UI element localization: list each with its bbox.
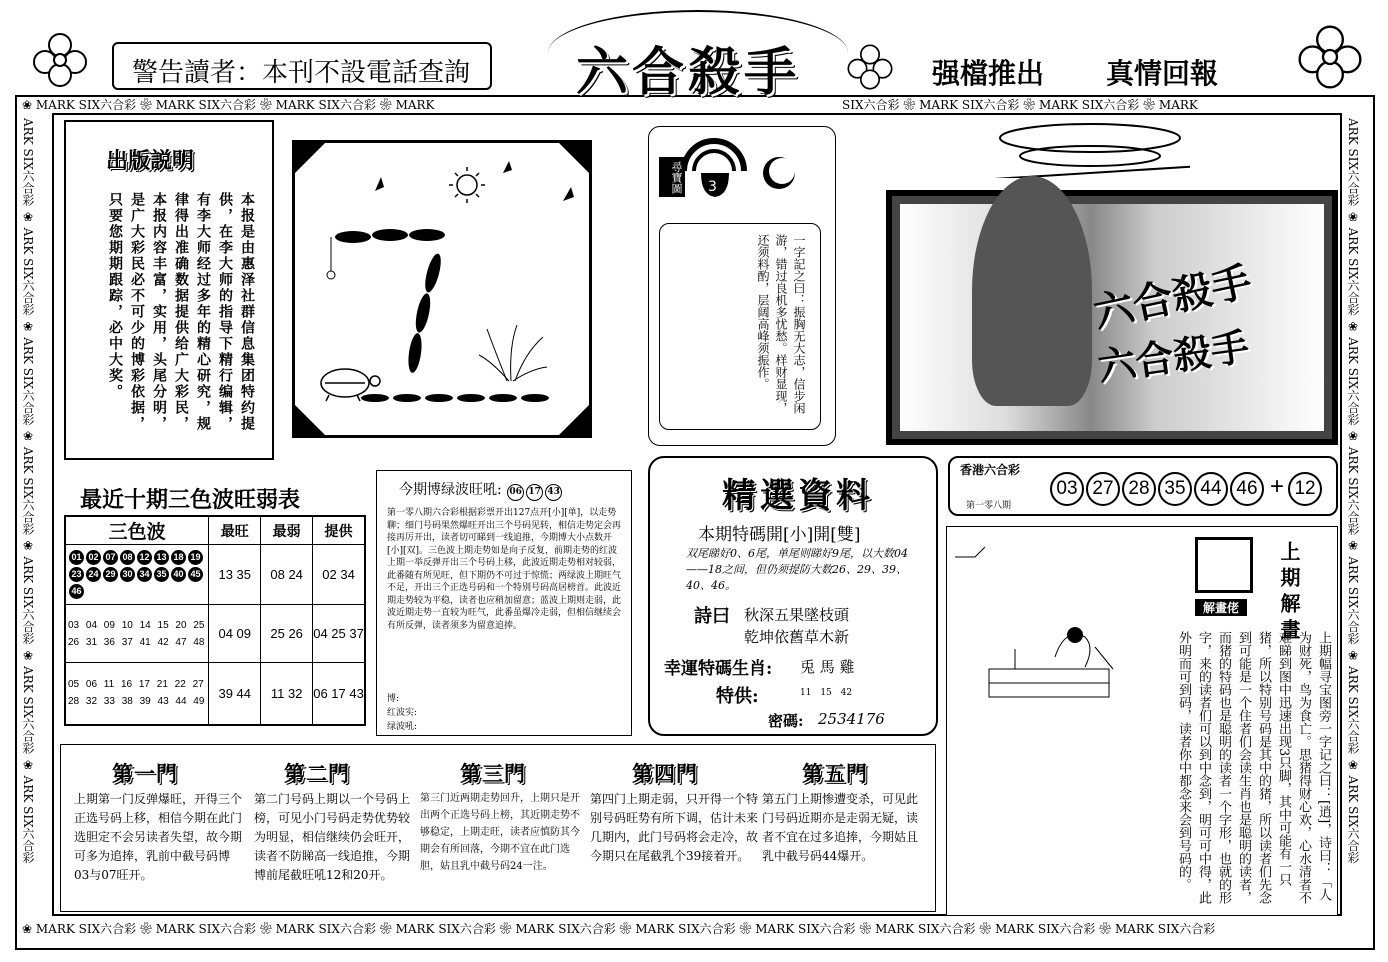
zodiac-label: 幸運特碼生肖: bbox=[664, 659, 773, 679]
special-label: 特供: bbox=[716, 686, 759, 707]
border-strip-right: ARK SIX六合彩 ❀ ARK SIX六合彩 ❀ ARK SIX六合彩 ❀ ARK SIX六合彩 ❀ ARK SIX六合彩 ❀ ARK SIX六合彩 ❀ ARK SIX六合彩 bbox=[1346, 118, 1360, 864]
green-wave-title bbox=[399, 479, 563, 502]
door-body: 上期第一门反弹爆旺，开得三个正选号码上移，相信今期在此门选胆定不会另读者失望，故今期可多为追捧，乳前中截号码博03与07旺开。 bbox=[74, 792, 243, 882]
border-strip-top-right: SIX六合彩 ❀ MARK SIX六合彩 ❀ MARK SIX六合彩 ❀ MARK bbox=[842, 98, 1198, 112]
number-ball: 12 bbox=[137, 550, 152, 565]
grass-icon bbox=[479, 325, 547, 381]
wave-table-title: 最近十期三色波旺弱表 bbox=[80, 487, 301, 513]
door-body: 第四门上期走弱，只开得一个特别号码旺势有所下调，估计未来几期内，此门号码将会走冷，故今期只在尾截乳个39接着开。 bbox=[590, 792, 759, 863]
wave-header: 提供 bbox=[313, 516, 365, 545]
digit-seven-shape bbox=[335, 229, 445, 374]
number-ball: 17 bbox=[526, 484, 543, 501]
treasure-label: 尋寶圖 bbox=[659, 157, 685, 197]
scroll bbox=[659, 223, 821, 430]
selected-box bbox=[648, 456, 938, 736]
publish-body: 本报是由惠泽社群信息集团特约提供，在李大师的指导下精行编辑，有李大师经过多年的精心研究，规律得出准确数据提供给广大彩民，本报内容丰富，实用，头尾分明，是广大彩民必不可少的博彩依据，只要您期期跟踪，必中大奖。 bbox=[107, 192, 255, 432]
riddle-picture bbox=[292, 140, 592, 438]
result-ball: 44 bbox=[1194, 472, 1228, 506]
plus-sign: + bbox=[1270, 473, 1285, 500]
number-ball: 40 bbox=[171, 567, 186, 582]
corner-mark bbox=[559, 405, 589, 435]
results-numbers bbox=[1050, 472, 1324, 506]
door-body: 第二门号码上期以一个号码上榜，可见小门号码走势优势较为明显，相信继续仍会旺开，读者不防睇高一线追推，今期博前尾截旺吼12和20开。 bbox=[254, 792, 411, 882]
wave-header: 最旺 bbox=[209, 516, 261, 545]
photo-caption-2: 六合殺手 bbox=[1095, 323, 1252, 390]
results-label: 香港六合彩 bbox=[960, 463, 1021, 477]
flower-icon bbox=[845, 42, 895, 92]
number-ball: 43 bbox=[545, 484, 562, 501]
corner-mark bbox=[559, 143, 589, 173]
code-label: 密碼: bbox=[768, 712, 804, 730]
poem-label: 詩曰 bbox=[694, 606, 730, 627]
warning-text: 警告讀者：本刊不設電話查詢 bbox=[132, 58, 471, 88]
poem-line2: 乾坤依舊草木新 bbox=[744, 628, 850, 646]
pot-icon bbox=[697, 167, 733, 199]
number-ball: 02 bbox=[86, 550, 101, 565]
svg-text:3: 3 bbox=[708, 179, 717, 195]
wave-header: 三色波 bbox=[65, 516, 209, 545]
wave-blue-nums: 03 04 09 10 14 15 20 25 26 31 36 37 41 42 47 48 bbox=[65, 605, 209, 663]
last-issue-box bbox=[946, 526, 1338, 916]
wave-max: 13 35 bbox=[209, 545, 261, 605]
number-ball: 46 bbox=[69, 584, 84, 599]
results-sub: 第一零八期 bbox=[966, 501, 1012, 511]
selected-title: 精選資料 bbox=[722, 476, 874, 516]
last-issue-text: 上期幅寻宝图旁一字记之曰：[逍]，诗曰：「人为财死，鸟为食亡。思猪得财心欢，心水清者不难睇到图中迅速出现3只脚，其中可能有一只猪，所以特别号码是其中的猪，所以读者们先念到可能是一个住者们会读生肖也是聪明的读者，而猪的特码也是聪明的读者一个字形，也就的形字，来的读者们可以到中念到，明可可中得，此外明而可到码，读者你中都念来会到号码的。 bbox=[1176, 631, 1331, 904]
publish-title: 出版説明 bbox=[106, 148, 195, 174]
warning-box bbox=[112, 42, 492, 90]
moon-icon bbox=[759, 153, 799, 193]
number-ball: 29 bbox=[103, 567, 118, 582]
number-ball: 23 bbox=[69, 567, 84, 582]
wave-pick: 06 17 43 bbox=[313, 663, 365, 725]
number-ball: 30 bbox=[120, 567, 135, 582]
wave-max: 04 09 bbox=[209, 605, 261, 663]
bird-icon bbox=[563, 187, 574, 201]
number-ball: 19 bbox=[188, 550, 203, 565]
last-issue-title: 上期解畫 bbox=[1277, 541, 1301, 645]
sun-icon bbox=[449, 167, 485, 203]
door-title: 第五門 bbox=[802, 761, 868, 786]
green-wave-line: 绿波吼: bbox=[387, 722, 418, 732]
bird-icon bbox=[375, 177, 384, 191]
wave-max: 39 44 bbox=[209, 663, 261, 725]
photo-frame-top bbox=[990, 118, 1190, 178]
border-strip-left: ARK SIX六合彩 ❀ ARK SIX六合彩 ❀ ARK SIX六合彩 ❀ ARK SIX六合彩 ❀ ARK SIX六合彩 ❀ ARK SIX六合彩 ❀ ARK SIX六合彩 bbox=[21, 118, 35, 864]
number-ball: 18 bbox=[171, 550, 186, 565]
corner-mark bbox=[295, 405, 325, 435]
selected-line1: 本期特碼開[小]開[雙] bbox=[698, 525, 861, 545]
photo-panel bbox=[886, 190, 1338, 445]
border-strip-bottom: ❀ MARK SIX六合彩 ❀ MARK SIX六合彩 ❀ MARK SIX六合彩 ❀ MARK SIX六合彩 ❀ MARK SIX六合彩 ❀ MARK SIX六合彩 ❀ MARK SIX六合彩 ❀ MARK SIX六合彩 ❀ MARK SIX六合彩 ❀ MARK SIX六合彩 bbox=[22, 922, 1216, 936]
wave-min: 08 24 bbox=[261, 545, 313, 605]
corner-mark bbox=[295, 143, 325, 173]
slogan-right: 真情回報 bbox=[1106, 57, 1219, 90]
treasure-scroll-text: 一字記之曰：振胸无大志，信步闲游，错过良机多忧愁。样财显现，还须料酌，层阔高峰须振作。 bbox=[756, 234, 806, 414]
bird-icon bbox=[503, 161, 512, 173]
wave-min: 25 26 bbox=[261, 605, 313, 663]
wave-green-nums: 05 06 11 16 17 21 22 27 28 32 33 38 39 43 44 49 bbox=[65, 663, 209, 725]
border-strip-top: ❀ MARK SIX六合彩 ❀ MARK SIX六合彩 ❀ MARK SIX六合彩 ❀ MARK bbox=[22, 98, 435, 112]
number-ball: 07 bbox=[103, 550, 118, 565]
number-ball: 34 bbox=[137, 567, 152, 582]
result-ball: 28 bbox=[1122, 472, 1156, 506]
number-ball: 13 bbox=[154, 550, 169, 565]
door-body: 第五门上期惨遭变杀，可见此门号码近期亦是走弱无疑，读者不宜在过多追捧，今期姑且乳中截号码44爆开。 bbox=[762, 792, 919, 863]
explain-badge: 解畫佬 bbox=[1195, 599, 1247, 616]
treasure-map bbox=[648, 126, 836, 446]
green-wave-line: 博: bbox=[387, 694, 400, 704]
wave-table bbox=[64, 515, 366, 726]
number-ball: 35 bbox=[154, 567, 169, 582]
zodiac-value: 兎 馬 雞 bbox=[800, 658, 855, 676]
number-ball: 01 bbox=[69, 550, 84, 565]
wave-pick: 04 25 37 bbox=[313, 605, 365, 663]
wave-red-balls bbox=[65, 545, 209, 605]
flower-icon bbox=[30, 30, 90, 90]
wave-header: 最弱 bbox=[261, 516, 313, 545]
door-title: 第三門 bbox=[460, 761, 526, 786]
logo bbox=[548, 10, 848, 103]
result-ball: 27 bbox=[1086, 472, 1120, 506]
hanging-ball bbox=[327, 271, 335, 279]
publish-box bbox=[64, 120, 274, 460]
poem-line1: 秋深五果墜枝頭 bbox=[744, 606, 850, 624]
photo-figure bbox=[972, 176, 1092, 406]
number-ball: 06 bbox=[507, 484, 524, 501]
logo-text: 六合殺手 bbox=[576, 42, 801, 103]
green-wave-body: 第一零八期六合彩根据彩票开出127点开[小][单]，以走势聊；细门号码果然爆旺开出三个号码见转，相信走势定会再接再厉开出，读者切可睇到一线追推，今期博大小点数开[小][双]。三色波上期走势如是向子反复，前期走势的红波上期一举反弹开出三个号码上移，此波近期走势相对较弱，此番随有所见旺，但下期仍不可过于惊慌；两绿波上期旺气不足，开出三个正选号码和一个特别号码高居榜首。此波近期走势较为平稳，读者也应稍加留意；蓝波上期则走弱，此波近期走势一直较为旺气，此番虽爆冷走弱，但相信继续会有所反弹，读者须多为留意追捧。 bbox=[387, 508, 622, 631]
stones bbox=[361, 394, 549, 402]
number-ball: 08 bbox=[120, 550, 135, 565]
door-title: 第二門 bbox=[284, 761, 350, 786]
selected-line2: 双尾睇好0、6尾，单尾则睇好9尾，以大数04——18之间，但仍须提防大数26、29、39、40、46。 bbox=[686, 547, 908, 592]
photo-caption-1: 六合殺手 bbox=[1089, 257, 1256, 338]
wave-min: 11 32 bbox=[261, 663, 313, 725]
door-title: 第四門 bbox=[632, 761, 698, 786]
result-ball: 35 bbox=[1158, 472, 1192, 506]
door-title: 第一門 bbox=[112, 761, 178, 786]
flower-icon bbox=[1295, 22, 1365, 92]
results-box bbox=[948, 456, 1338, 516]
number-ball: 24 bbox=[86, 567, 101, 582]
result-ball: 46 bbox=[1230, 472, 1264, 506]
code-value: 2534176 bbox=[818, 710, 885, 728]
wave-pick: 02 34 bbox=[313, 545, 365, 605]
result-special-ball: 12 bbox=[1288, 472, 1322, 506]
result-ball: 03 bbox=[1050, 472, 1084, 506]
explain-image-box bbox=[1195, 537, 1253, 593]
green-wave-line: 红波实: bbox=[387, 708, 418, 718]
special-value: 11 15 42 bbox=[800, 688, 853, 698]
green-wave-title-text: 今期博绿波旺吼: bbox=[399, 482, 502, 498]
number-ball: 45 bbox=[188, 567, 203, 582]
green-wave-box bbox=[376, 470, 632, 736]
slogan-left: 强檔推出 bbox=[932, 57, 1045, 90]
door-body: 第三门近两期走势回升，上期只是开出两个正选号码上榜，其近期走势不够稳定，上期走旺，读者应慎防其今期会有所回落，今期不宜在此门选胆，姑且乳中截号码24一注。 bbox=[420, 793, 580, 872]
